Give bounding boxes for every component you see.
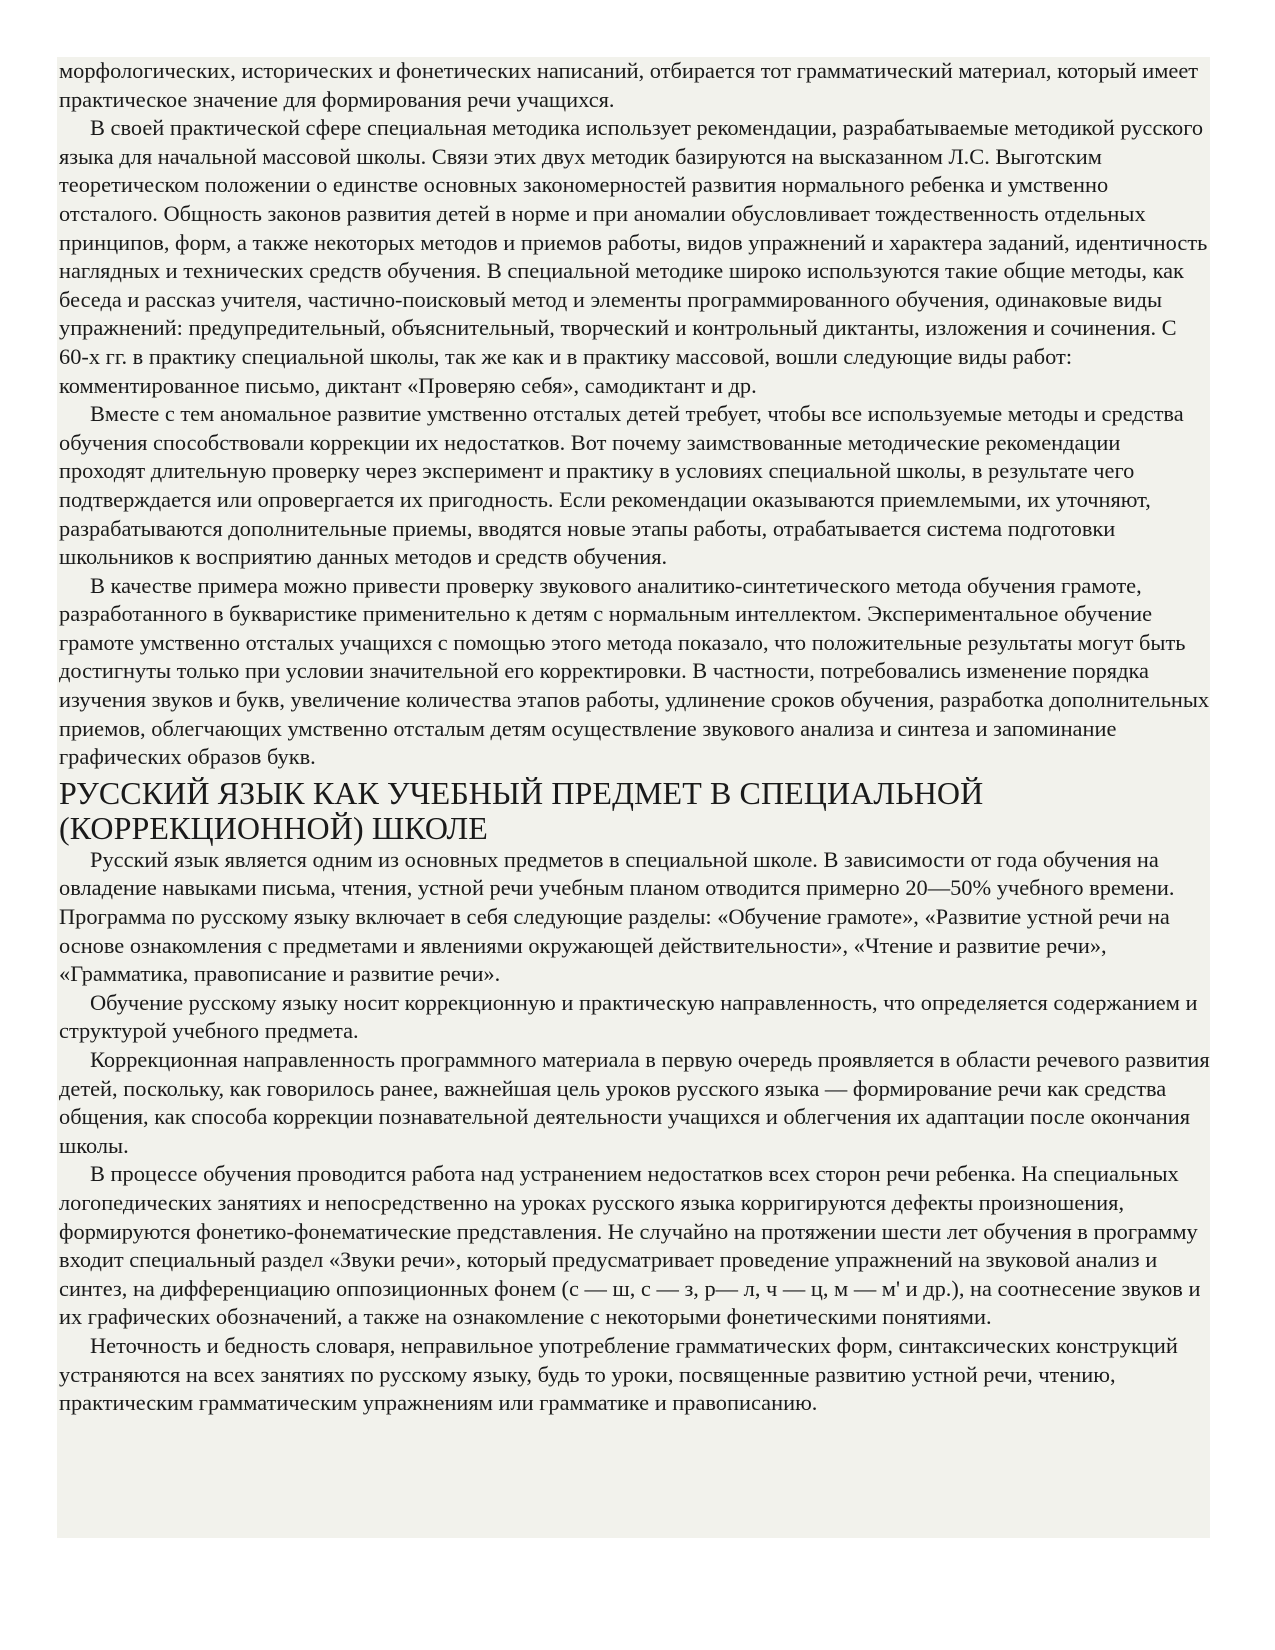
paragraph: Русский язык является одним из основных предметов в специальной школе. В зависимости от года обучения на овладение навыками письма, чтения, устной речи учебным планом отводится примерно 20—50% учебного времени. Программа по русскому языку включает в себя следующие разделы: «Обучение грамоте», «Развитие устной речи на основе ознакомления с предметами и явлениями окружающей действительности», «Чтение и развитие речи», «Грамматика, правописание и развитие речи». (59, 846, 1175, 987)
paragraph: В своей практической сфере специальная методика использует рекомендации, разрабатываемые методикой русского языка для начальной массовой школы. Связи этих двух методик базируются на высказанном Л.С. Выготским теоретическом положении о единстве основных закономерностей развития нормального ребенка и умственно отсталого. Общность законов развития детей в норме и при аномалии обусловливает тождественность отдельных принципов, форм, а также некоторых методов и приемов работы, видов упражнений и характера заданий, идентичность наглядных и технических средств обучения. В специальной методике широко используются такие общие методы, как беседа и рассказ учителя, частично-поисковый метод и элементы программированного обучения, одинаковые виды упражнений: предупредительный, объяснительный, творческий и контрольный диктанты, изложения и сочинения. С 60-х гг. в практику специальной школы, так же как и в практику массовой, вошли следующие виды работ: комментированное письмо, диктант «Проверяю себя», самодиктант и др. (59, 115, 1208, 398)
paragraph-continuation: морфологических, исторических и фонетических написаний, отбирается тот грамматический материал, который имеет практическое значение для формирования речи учащихся. (59, 58, 1199, 112)
section-heading (59, 772, 1210, 846)
paragraph: В качестве примера можно привести проверку звукового аналитико-синтетического метода обучения грамоте, разработанного в букваристике применительно к детям с нормальным интеллектом. Экспериментальное обучение грамоте умственно отсталых учащихся с помощью этого метода показало, что положительные результаты могут быть достигнуты только при условии значительной его корректировки. В частности, потребовались изменение порядка изучения звуков и букв, увеличение количества этапов работы, удлинение сроков обучения, разработка дополнительных приемов, облегчающих умственно отсталым детям осуществление звукового анализа и синтеза и запоминание графических образов букв. (59, 572, 1210, 770)
paragraph: Неточность и бедность словаря, неправильное употребление грамматических форм, синтаксических конструкций устраняются на всех занятиях по русскому языку, будь то уроки, посвященные развитию устной речи, чтению, практическим грамматическим упражнениям или грамматике и правописанию. (59, 1332, 1178, 1416)
paragraph: В процессе обучения проводится работа над устранением недостатков всех сторон речи ребенка. На специальных логопедических занятиях и непосредственно на уроках русского языка корригируются дефекты произношения, формируются фонетико-фонематические представления. Не случайно на протяжении шести лет обучения в программу входит специальный раздел «Звуки речи», который предусматривает проведение упражнений на звуковой анализ и синтез, на дифференциацию оппозиционных фонем (с — ш, с — з, р— л, ч — ц, м — м' и др.), на соотнесение звуков и их графических обозначений, а также на ознакомление с некоторыми фонетическими понятиями. (59, 1161, 1201, 1330)
paragraph: Коррекционная направленность программного материала в первую очередь проявляется в области речевого развития детей, поскольку, как говорилось ранее, важнейшая цель уроков русского языка — формирование речи как средства общения, как способа коррекции познавательной деятельности учащихся и облегчения их адаптации после окончания школы. (59, 1047, 1210, 1158)
paragraph: Обучение русскому языку носит коррекционную и практическую направленность, что определяется содержанием и структурой учебного предмета. (59, 989, 1198, 1044)
section-heading-line-2: (КОРРЕКЦИОННОЙ) ШКОЛЕ (59, 809, 488, 846)
paragraph: Вместе с тем аномальное развитие умственно отсталых детей требует, чтобы все используемые методы и средства обучения способствовали коррекции их недостатков. Вот почему заимствованные методические рекомендации проходят длительную проверку через эксперимент и практику в условиях специальной школы, в результате чего подтверждается или опровергается их пригодность. Если рекомендации оказываются приемлемыми, их уточняют, разрабатываются дополнительные приемы, вводятся новые этапы работы, отрабатывается система подготовки школьников к восприятию данных методов и средств обучения. (59, 401, 1184, 570)
document-body (59, 57, 1210, 1418)
section-heading-line-1: РУССКИЙ ЯЗЫК КАК УЧЕБНЫЙ ПРЕДМЕТ В СПЕЦИАЛЬНОЙ (59, 774, 984, 811)
document-page (57, 57, 1210, 1538)
